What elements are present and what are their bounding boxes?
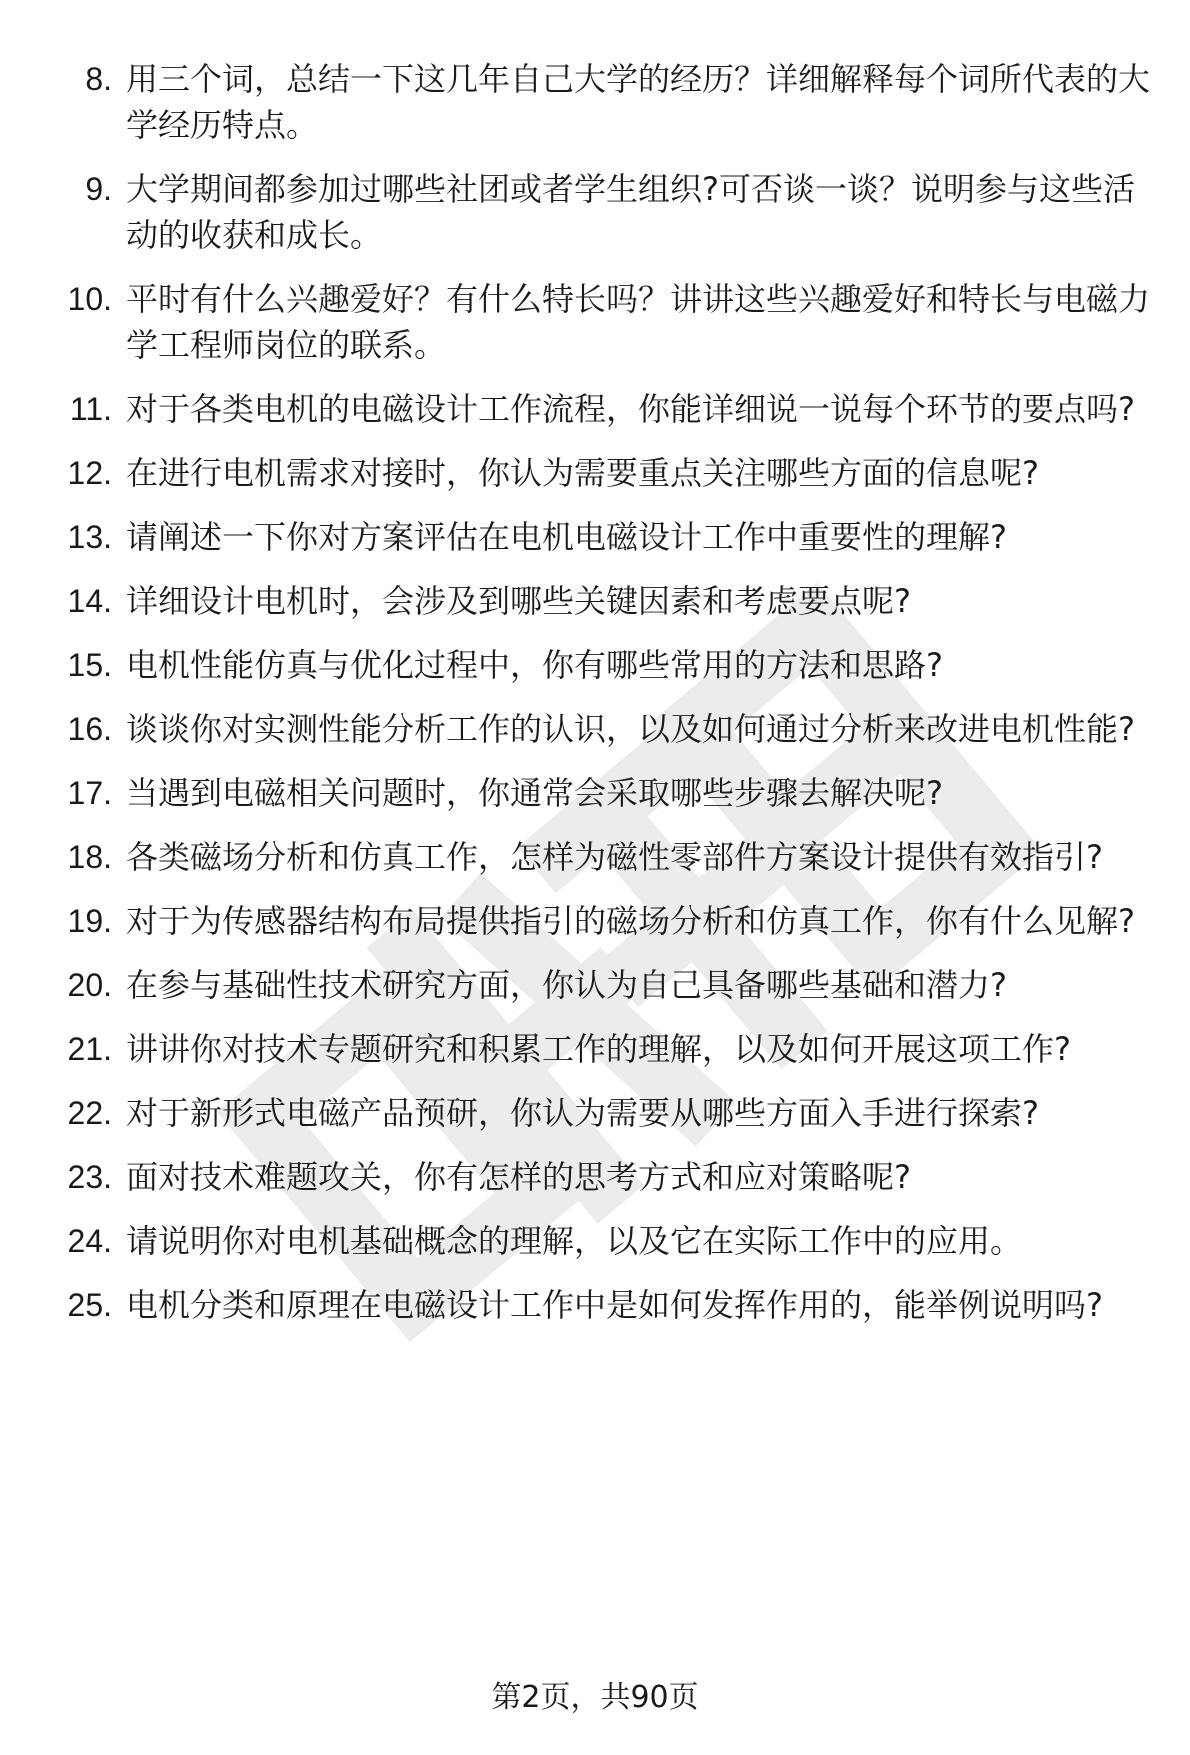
question-text: 详细设计电机时，会涉及到哪些关键因素和考虑要点呢? — [126, 582, 911, 620]
list-item — [48, 770, 1158, 816]
list-item — [48, 706, 1158, 752]
question-text: 电机性能仿真与优化过程中，你有哪些常用的方法和思路? — [126, 646, 943, 684]
list-item — [48, 514, 1158, 560]
question-text: 请阐述一下你对方案评估在电机电磁设计工作中重要性的理解? — [126, 518, 1007, 556]
question-text: 平时有什么兴趣爱好？有什么特长吗？讲讲这些兴趣爱好和特长与电磁力学工程师岗位的联系。 — [126, 280, 1151, 364]
question-number: 11. — [69, 391, 112, 427]
question-text: 讲讲你对技术专题研究和积累工作的理解，以及如何开展这项工作? — [126, 1030, 1071, 1068]
question-number: 24. — [67, 1223, 112, 1259]
list-item — [48, 1282, 1158, 1328]
question-number: 21. — [67, 1031, 112, 1067]
question-number: 19. — [67, 903, 112, 939]
question-number: 25. — [67, 1287, 112, 1323]
question-number: 23. — [67, 1159, 112, 1195]
question-number: 8. — [85, 61, 112, 97]
question-text: 用三个词，总结一下这几年自己大学的经历？详细解释每个词所代表的大学经历特点。 — [126, 60, 1151, 144]
question-number: 10. — [67, 281, 112, 317]
question-number: 22. — [67, 1095, 112, 1131]
question-text: 请说明你对电机基础概念的理解，以及它在实际工作中的应用。 — [126, 1222, 1023, 1260]
question-number: 18. — [67, 839, 112, 875]
list-item — [48, 898, 1158, 944]
list-item — [48, 1090, 1158, 1136]
list-item — [48, 1154, 1158, 1200]
question-number: 14. — [67, 583, 112, 619]
question-text: 在进行电机需求对接时，你认为需要重点关注哪些方面的信息呢? — [126, 454, 1039, 492]
question-text: 对于各类电机的电磁设计工作流程，你能详细说一说每个环节的要点吗? — [126, 390, 1135, 428]
question-list — [48, 56, 1158, 1346]
list-item — [48, 1218, 1158, 1264]
list-item — [48, 578, 1158, 624]
page-number-label: 第2页，共90页 — [491, 1680, 699, 1715]
question-number: 12. — [67, 455, 112, 491]
list-item — [48, 276, 1158, 368]
question-number: 20. — [67, 967, 112, 1003]
question-text: 面对技术难题攻关，你有怎样的思考方式和应对策略呢? — [126, 1158, 911, 1196]
question-number: 13. — [67, 519, 112, 555]
question-number: 16. — [67, 711, 112, 747]
question-text: 谈谈你对实测性能分析工作的认识，以及如何通过分析来改进电机性能? — [126, 710, 1135, 748]
question-text: 各类磁场分析和仿真工作，怎样为磁性零部件方案设计提供有效指引? — [126, 838, 1103, 876]
list-item — [48, 834, 1158, 880]
list-item — [48, 166, 1158, 258]
question-text: 对于为传感器结构布局提供指引的磁场分析和仿真工作，你有什么见解? — [126, 902, 1135, 940]
question-number: 17. — [67, 775, 112, 811]
question-text: 当遇到电磁相关问题时，你通常会采取哪些步骤去解决呢? — [126, 774, 943, 812]
page-footer — [0, 1678, 1190, 1718]
list-item — [48, 386, 1158, 432]
question-number: 9. — [85, 171, 112, 207]
list-item — [48, 962, 1158, 1008]
list-item — [48, 642, 1158, 688]
list-item — [48, 56, 1158, 148]
question-text: 在参与基础性技术研究方面，你认为自己具备哪些基础和潜力? — [126, 966, 1007, 1004]
list-item — [48, 450, 1158, 496]
question-number: 15. — [67, 647, 112, 683]
question-text: 对于新形式电磁产品预研，你认为需要从哪些方面入手进行探索? — [126, 1094, 1039, 1132]
question-text: 电机分类和原理在电磁设计工作中是如何发挥作用的，能举例说明吗? — [126, 1286, 1103, 1324]
question-text: 大学期间都参加过哪些社团或者学生组织?可否谈一谈？说明参与这些活动的收获和成长。 — [126, 170, 1135, 254]
list-item — [48, 1026, 1158, 1072]
